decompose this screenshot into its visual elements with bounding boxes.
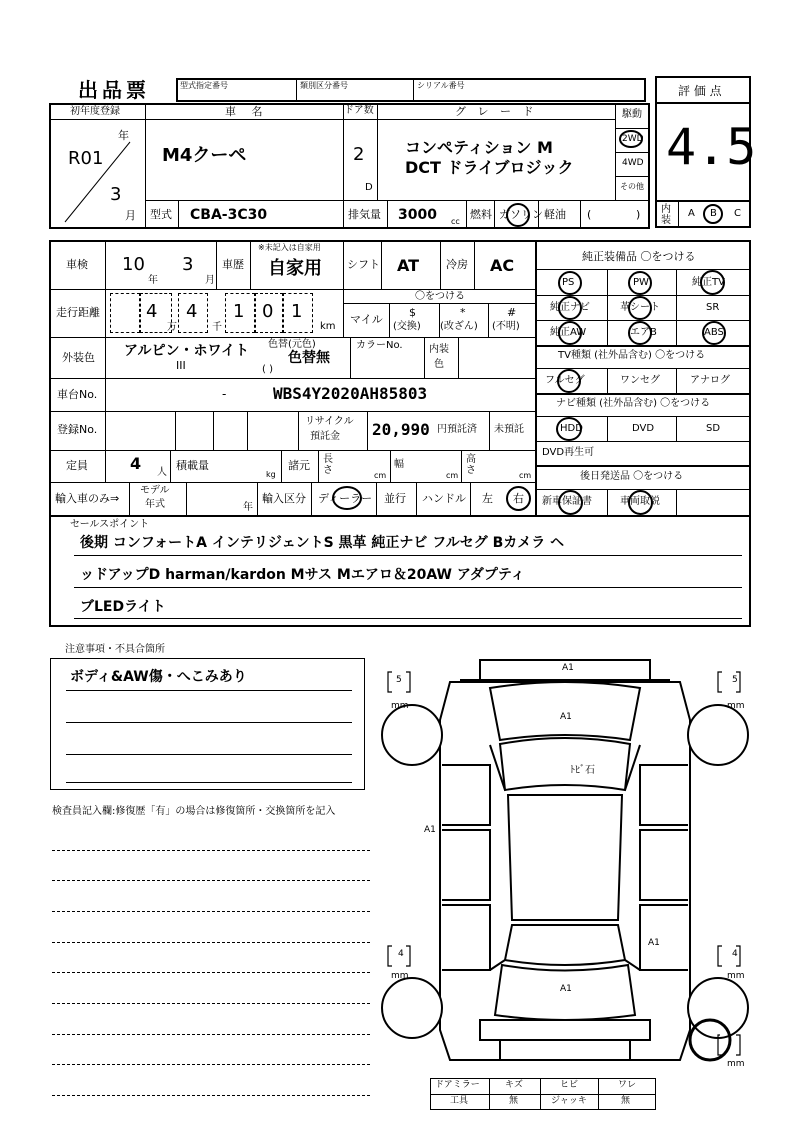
first-reg-label: 初年度登録 [70,106,120,117]
ac-label: 冷房 [446,258,468,271]
mileage-digit-3: 1 [233,301,245,322]
history-label: 車歴 [222,258,244,271]
sales-line-3: ブLEDライト [80,599,166,615]
grade-line2: DCT ドライブロジック [405,158,574,177]
navi-circle [558,296,582,320]
sales-points-label: セールスポイント [70,519,150,530]
fuel-circle [506,203,530,227]
fuel-label: 燃料 [470,208,492,221]
manual-circle [628,490,653,515]
mark-left-side: A1 [424,825,436,835]
hdd-circle [556,417,582,441]
grade-label: グ レ ー ド [455,105,538,118]
drive-label: 駆動 [622,109,642,120]
mark-rear-bumper: A1 [560,984,572,994]
inspection-year: 10 [122,254,145,275]
interior-grade-a: A [688,208,695,219]
tread-rear-left: 4 [398,949,404,959]
dealer-circle [332,486,362,510]
chassis-label: 車台No. [57,388,98,401]
displacement-value: 3000 [398,207,437,223]
capacity-value: 4 [130,454,142,473]
recycle-value: 20,990 [372,420,430,439]
chassis-value: WBS4Y2020AH85803 [273,384,428,403]
interior-grade-b: B [710,208,717,219]
score-value: 4.5 [666,118,757,176]
drive-circle [619,130,643,148]
exterior-color-name: アルピン・ホワイト [124,343,250,359]
first-reg-month: 3 [110,184,122,205]
grade-line1: コンペティション M [405,138,553,157]
doors-value: 2 [353,144,365,165]
navi-type-title: ナビ種類 (社外品含む) 〇をつける [556,398,711,409]
abs-circle [702,321,726,345]
inspection-label: 車検 [66,258,88,271]
car-diagram [380,640,760,1080]
airbag-circle [628,321,652,345]
id-number-box [176,78,646,102]
mileage-digit-2: 4 [186,301,198,322]
mileage-digit-1: 4 [146,301,158,322]
repaint-value: 色替無 [288,350,330,366]
inspection-month: 3 [182,254,194,275]
mile-label: マイル [350,313,383,326]
tv-circle [700,270,725,295]
mark-windshield: ﾄﾋﾞ石 [570,765,595,776]
shift-label: シフト [347,258,380,271]
dims-label: 諸元 [288,459,310,472]
leather-circle [628,296,652,320]
vehicle-name: M4クーペ [162,145,247,166]
type-designation-label: 型式指定番号 [180,81,228,90]
import-label: 輸入車のみ⇒ [55,492,120,505]
ac-value: AC [490,256,515,275]
pw-circle [628,271,652,295]
tv-type-title: TV種類 (社外品含む) 〇をつける [558,350,706,361]
handle-label: ハンドル [422,492,466,505]
mileage-digit-4: 0 [262,301,274,322]
mileage-label: 走行距離 [56,306,100,319]
fullseg-circle [557,369,581,393]
first-reg-era: R01 [68,148,104,169]
slash-divider [60,140,135,225]
equipment-title: 純正装備品 〇をつける [582,250,696,263]
exterior-color-code: III [176,359,186,372]
page-title: 出品票 [78,78,150,102]
shift-value: AT [397,256,420,275]
mark-front-bumper: A1 [562,663,574,673]
capacity-label: 定員 [66,459,88,472]
displacement-label: 排気量 [348,208,381,221]
exterior-color-label: 外装色 [62,351,95,364]
tread-front-right: 5 [732,675,738,685]
aw-circle [558,321,582,345]
model-value: CBA-3C30 [190,207,268,223]
category-number-label: 類別区分番号 [300,81,348,90]
sales-line-1: 後期 コンフォートA インテリジェントS 黒革 純正ナビ フルセグ Bカメラ ヘ [80,535,565,551]
tread-front-left: 5 [396,675,402,685]
warranty-circle [558,490,583,515]
interior-label: 内装 [661,204,671,226]
score-label: 評 価 点 [678,84,722,98]
mileage-digit-5: 1 [291,301,303,322]
mark-rear-right: A1 [648,938,660,948]
notes-label: 注意事項・不具合箇所 [65,644,165,655]
tread-rear-right: 4 [732,949,738,959]
docs-title: 後日発送品 〇をつける [580,471,684,482]
history-value: 自家用 [268,258,322,279]
interior-grade-circle [703,204,723,224]
right-handle-circle [506,486,531,511]
registration-label: 登録No. [57,423,98,436]
name-label: 車 名 [225,105,269,118]
ps-circle [558,271,582,295]
model-label: 型式 [150,208,172,221]
sales-line-2: ッドアップD harman/kardon Mサス Mエアロ＆20AW アダプティ [80,567,525,583]
doors-label: ドア数 [344,105,374,116]
mark-hood: A1 [560,712,572,722]
notes-line-1: ボディ&AW傷・へこみあり [70,669,247,685]
inspector-label: 検査員記入欄:修復歴「有」の場合は修復箇所・交換箇所を記入 [52,806,336,817]
import-category-label: 輸入区分 [262,492,306,505]
serial-number-label: シリアル番号 [417,81,465,90]
interior-grade-c: C [734,208,741,219]
load-label: 積載量 [176,459,209,472]
